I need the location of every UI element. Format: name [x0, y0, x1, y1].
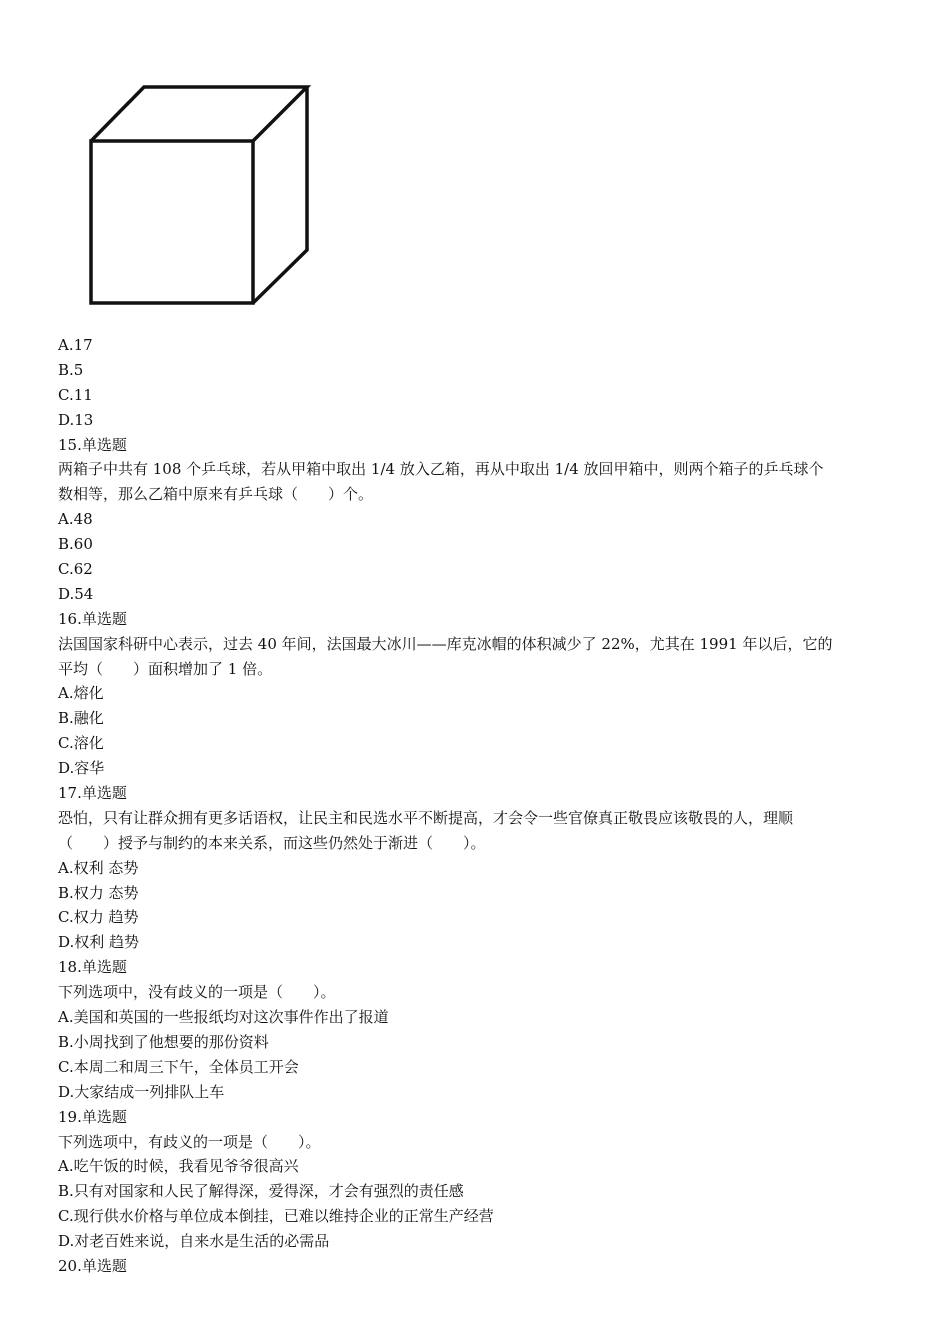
q15-option-a: A.48 [58, 510, 93, 529]
q19-stem-line1: 下列选项中，有歧义的一项是（ ）。 [58, 1132, 321, 1151]
q17-option-d: D.权利 趋势 [58, 933, 140, 952]
q20-header: 20.单选题 [58, 1256, 127, 1275]
q16-option-a: A.熔化 [58, 684, 104, 703]
q14-option-d: D.13 [58, 410, 94, 429]
q19-option-c: C.现行供水价格与单位成本倒挂，已难以维持企业的正常生产经营 [58, 1207, 494, 1226]
q19-option-d: D.对老百姓来说，自来水是生活的必需品 [58, 1232, 330, 1251]
q16-option-b: B.融化 [58, 709, 104, 728]
q14-option-b: B.5 [58, 360, 84, 379]
q18-option-c: C.本周二和周三下午，全体员工开会 [58, 1057, 299, 1076]
q16-stem-line1: 法国国家科研中心表示，过去 40 年间，法国最大冰川——库克冰帽的体积减少了 22%，尤其在 1991 年以后，它的 [58, 634, 833, 653]
q19-option-a: A.吃午饭的时候，我看见爷爷很高兴 [58, 1157, 299, 1176]
q16-option-d: D.容华 [58, 759, 105, 778]
question-list [58, 333, 898, 1279]
cube-figure [88, 84, 312, 308]
q15-option-b: B.60 [58, 535, 93, 554]
q14-option-c: C.11 [58, 385, 93, 404]
q18-stem-line1: 下列选项中，没有歧义的一项是（ ）。 [58, 983, 336, 1002]
q17-stem-line2: （ ）授予与制约的本来关系，而这些仍然处于渐进（ ）。 [58, 833, 486, 852]
q18-option-b: B.小周找到了他想要的那份资料 [58, 1032, 269, 1051]
q18-header: 18.单选题 [58, 958, 127, 977]
q15-header: 15.单选题 [58, 435, 127, 454]
q18-option-d: D.大家结成一列排队上车 [58, 1082, 225, 1101]
q15-option-d: D.54 [58, 584, 94, 603]
q16-stem-line2: 平均（ ）面积增加了 1 倍。 [58, 659, 273, 678]
q18-option-a: A.美国和英国的一些报纸均对这次事件作出了报道 [58, 1008, 389, 1027]
cube-side-face [253, 87, 307, 303]
cube-top-face [91, 87, 307, 141]
q15-stem-line2: 数相等，那么乙箱中原来有乒乓球（ ）个。 [58, 485, 374, 504]
q15-option-c: C.62 [58, 560, 93, 579]
q16-header: 16.单选题 [58, 609, 127, 628]
q14-option-a: A.17 [58, 336, 93, 354]
q16-option-c: C.溶化 [58, 734, 104, 753]
q17-stem-line1: 恐怕，只有让群众拥有更多话语权，让民主和民选水平不断提高，才会令一些官僚真正敬畏应该敬畏的人，理顺 [58, 808, 794, 827]
q19-option-b: B.只有对国家和人民了解得深，爱得深，才会有强烈的责任感 [58, 1182, 464, 1201]
q17-option-a: A.权利 态势 [58, 858, 139, 877]
q17-option-b: B.权力 态势 [58, 883, 139, 902]
q17-option-c: C.权力 趋势 [58, 908, 139, 927]
q19-header: 19.单选题 [58, 1107, 127, 1126]
q17-header: 17.单选题 [58, 784, 127, 803]
cube-front-face [91, 141, 253, 303]
q15-stem-line1: 两箱子中共有 108 个乒乓球，若从甲箱中取出 1/4 放入乙箱，再从中取出 1/4 放回甲箱中，则两个箱子的乒乓球个 [58, 460, 824, 479]
